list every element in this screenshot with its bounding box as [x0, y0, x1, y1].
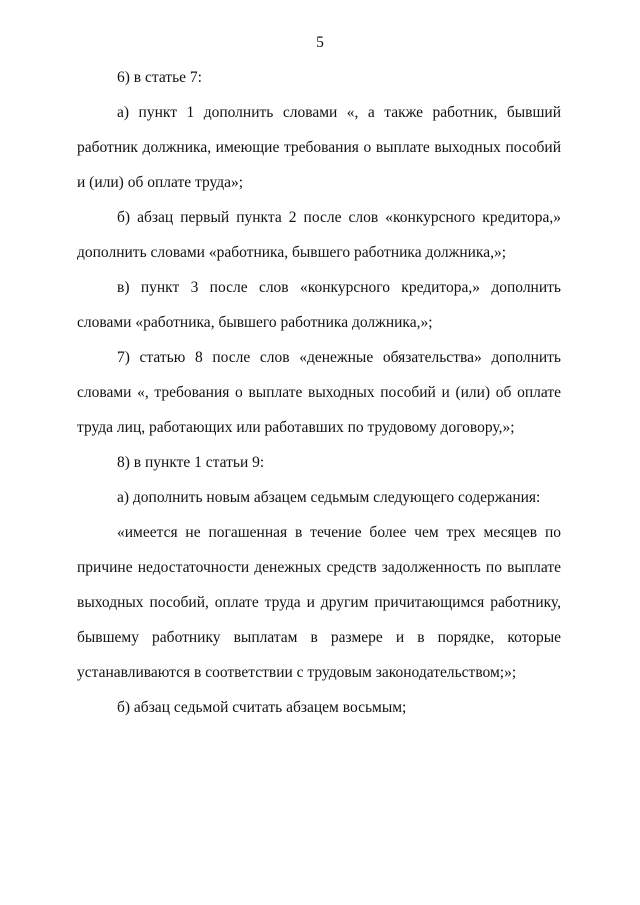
paragraph-article-9-a: а) дополнить новым абзацем седьмым следующего содержания:	[117, 489, 541, 506]
paragraph-article-9-b: б) абзац седьмой считать абзацем восьмым;	[117, 699, 407, 716]
paragraph-article-7-a: а) пункт 1 дополнить словами «, а также работник, бывший работник должника, имеющие требования о выплате выходных пособий и (или) об оплате труда»;	[77, 104, 561, 191]
paragraph-article-7-heading: 6) в статье 7:	[117, 69, 202, 86]
paragraph-article-7-b: б) абзац первый пункта 2 после слов «конкурсного кредитора,» дополнить словами «работника, бывшего работника должника,»;	[77, 209, 561, 261]
paragraph-article-8: 7) статью 8 после слов «денежные обязательства» дополнить словами «, требования о выплате выходных пособий и (или) об оплате труда лиц, работающих или работавших по трудовому договору,»;	[77, 349, 561, 436]
paragraph-article-9-heading: 8) в пункте 1 статьи 9:	[117, 454, 265, 471]
document-body	[77, 60, 561, 725]
paragraph-article-9-quote: «имеется не погашенная в течение более чем трех месяцев по причине недостаточности денежных средств задолженность по выплате выходных пособий, оплате труда и другим причитающимся работнику, бывшему работнику выплатам в размере и в порядке, которые устанавливаются в соответствии с трудовым законодательством;»;	[77, 524, 561, 681]
page-number: 5	[316, 34, 324, 51]
paragraph-article-7-v: в) пункт 3 после слов «конкурсного кредитора,» дополнить словами «работника, бывшего работника должника,»;	[77, 279, 561, 331]
